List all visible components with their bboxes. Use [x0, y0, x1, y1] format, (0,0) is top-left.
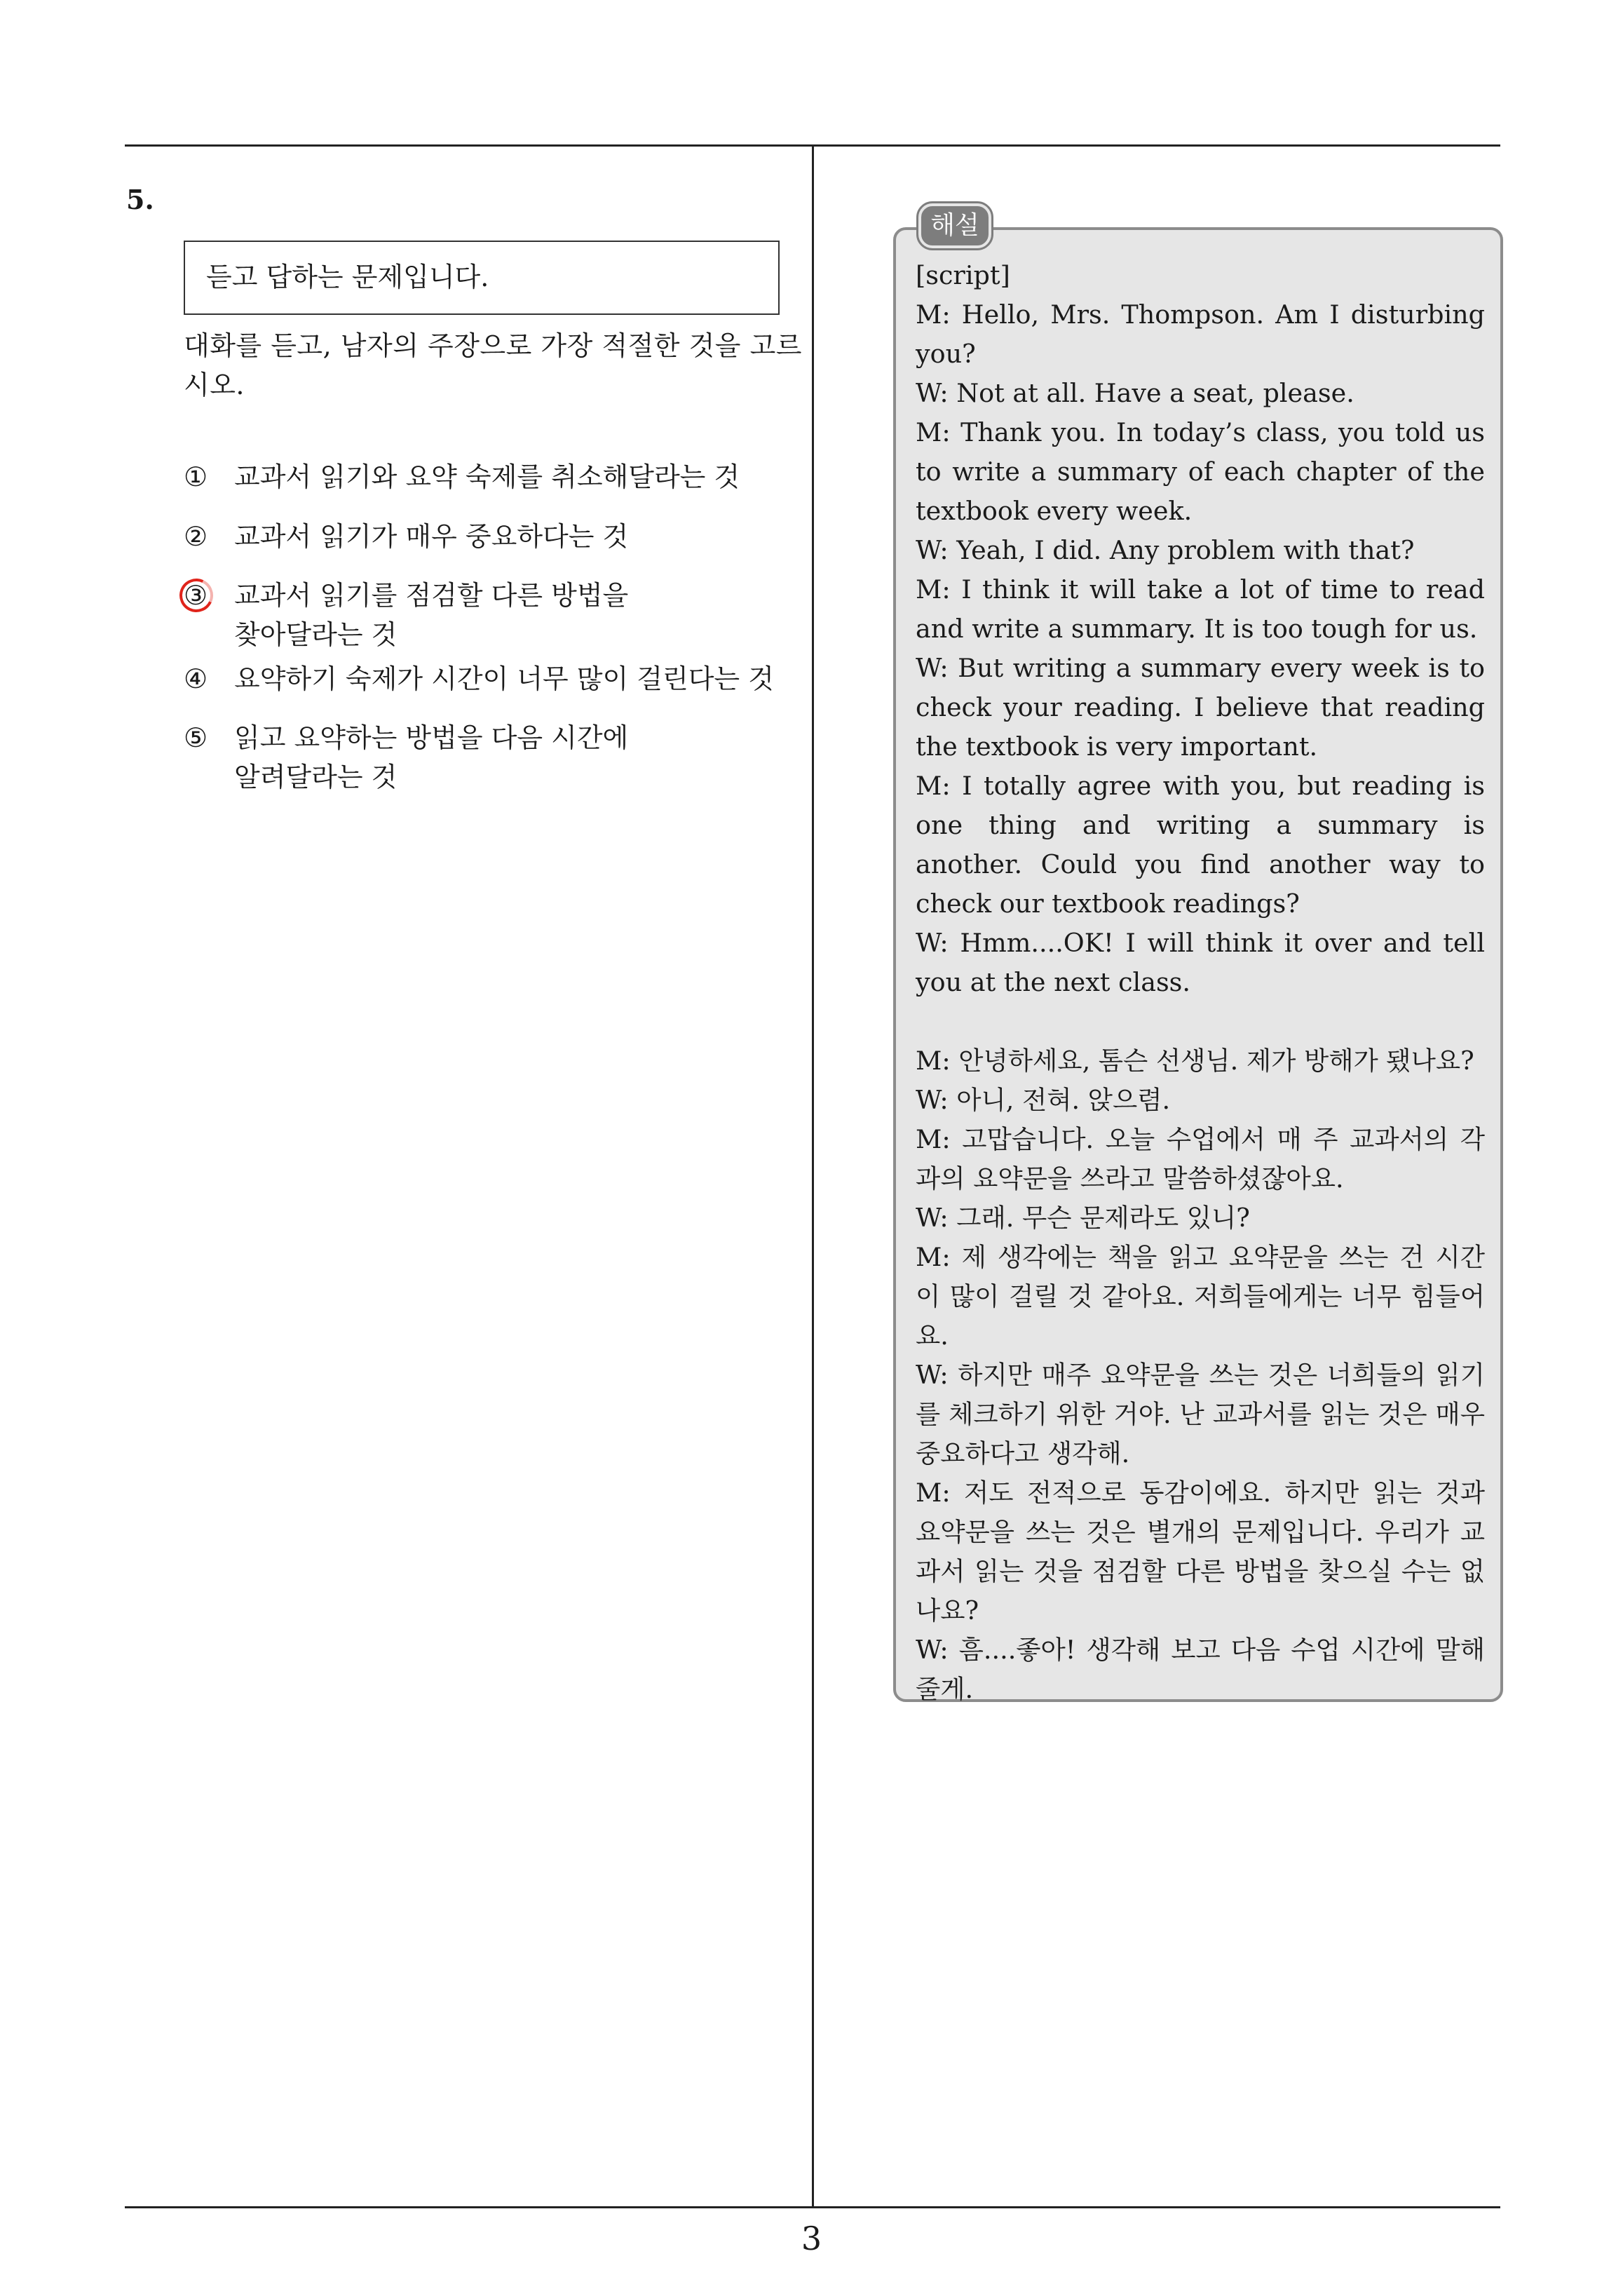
explanation-content — [916, 256, 1485, 1709]
choice-number: ④ — [184, 663, 208, 694]
choice-text: 요약하기 숙제가 시간이 너무 많이 걸린다는 것 — [234, 663, 774, 694]
answer-circle-mark — [175, 574, 218, 617]
page-number: 3 — [801, 2220, 822, 2257]
script-line-en: W: Hmm....OK! I will think it over and tell you at the next class. — [916, 928, 1485, 997]
instruction-box: 듣고 답하는 문제입니다. — [184, 241, 780, 315]
choice-number: ⑤ — [184, 722, 208, 753]
script-line-ko: W: 하지만 매주 요약문을 쓰는 것은 너희들의 읽기를 체크하기 위한 거야. 난 교과서를 읽는 것은 매우 중요하다고 생각해. — [916, 1360, 1485, 1468]
bottom-rule — [125, 2206, 1500, 2208]
script-line-en: M: Thank you. In today’s class, you told us to write a summary of each chapter of the textbook every week. — [916, 417, 1485, 526]
choice-number: ② — [184, 521, 208, 552]
spacer — [916, 1002, 1485, 1041]
choice-4[interactable] — [184, 659, 837, 698]
script-line-ko: M: 제 생각에는 책을 읽고 요약문을 쓰는 건 시간이 많이 걸릴 것 같아요. 저희들에게는 너무 힘들어요. — [916, 1242, 1485, 1351]
script-line-en: M: I think it will take a lot of time to read and write a summary. It is too tough for us. — [916, 574, 1485, 644]
script-line-ko: W: 흠....좋아! 생각해 보고 다음 수업 시간에 말해줄게. — [916, 1635, 1485, 1704]
script-line-ko: W: 그래. 무슨 문제라도 있니? — [916, 1203, 1250, 1233]
question-number: 5. — [126, 184, 154, 215]
choice-1[interactable] — [184, 457, 837, 497]
script-line-en: M: I totally agree with you, but reading is one thing and writing a summary is another. Could you find another way to check our textbook readings? — [916, 771, 1485, 919]
script-line-en: W: But writing a summary every week is to check your reading. I believe that reading the textbook is very important. — [916, 653, 1485, 762]
explanation-tag: 해설 — [918, 203, 991, 248]
choice-text: 교과서 읽기와 요약 숙제를 취소해달라는 것 — [234, 461, 740, 492]
script-header: [script] — [916, 260, 1010, 290]
choice-3[interactable] — [184, 576, 655, 654]
script-line-en: M: Hello, Mrs. Thompson. Am I disturbing you? — [916, 299, 1485, 369]
choice-number: ① — [184, 461, 208, 492]
script-line-ko: M: 고맙습니다. 오늘 수업에서 매 주 교과서의 각 과의 요약문을 쓰라고 말씀하셨잖아요. — [916, 1124, 1485, 1194]
script-line-en: W: Not at all. Have a seat, please. — [916, 378, 1354, 408]
script-line-ko: M: 저도 전적으로 동감이에요. 하지만 읽는 것과 요약문을 쓰는 것은 별개의 문제입니다. 우리가 교과서 읽는 것을 점검할 다른 방법을 찾으실 수는 없나요? — [916, 1478, 1485, 1626]
choice-text: 교과서 읽기가 매우 중요하다는 것 — [234, 521, 629, 552]
script-line-en: W: Yeah, I did. Any problem with that? — [916, 535, 1415, 565]
column-divider — [812, 144, 814, 2208]
choice-2[interactable] — [184, 517, 837, 556]
script-line-ko: M: 안녕하세요, 톰슨 선생님. 제가 방해가 됐나요? — [916, 1046, 1474, 1076]
choice-5[interactable] — [184, 718, 655, 797]
script-line-ko: W: 아니, 전혀. 앉으렴. — [916, 1085, 1171, 1115]
choice-number: ③ — [184, 576, 234, 654]
choice-text: 교과서 읽기를 점검할 다른 방법을 찾아달라는 것 — [234, 580, 629, 650]
choice-text: 읽고 요약하는 방법을 다음 시간에 알려달라는 것 — [234, 722, 629, 792]
question-prompt: 대화를 듣고, 남자의 주장으로 가장 적절한 것을 고르시오. — [184, 330, 803, 400]
